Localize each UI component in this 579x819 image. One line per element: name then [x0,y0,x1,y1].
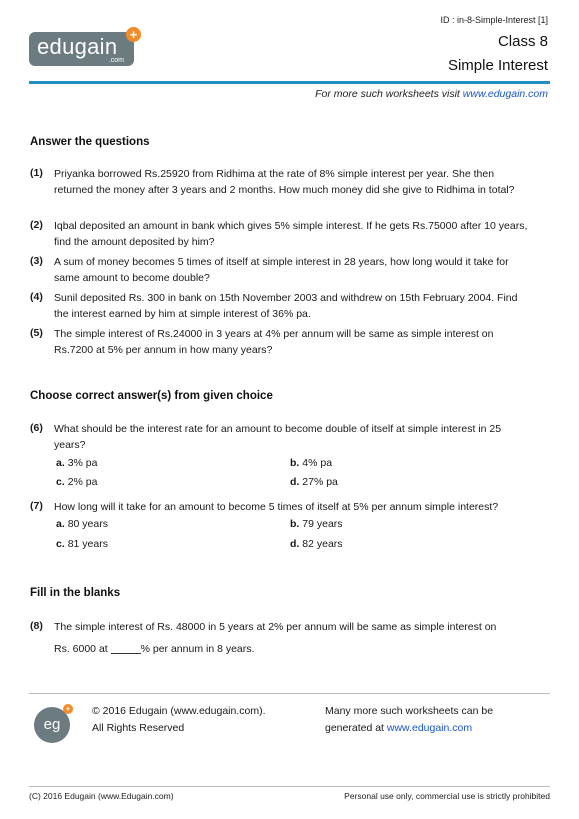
logo-com: .com [108,57,124,64]
answer-blank[interactable] [111,641,141,654]
question-text: Priyanka borrowed Rs.25920 from Ridhima at the rate of 8% simple interest per year. She then returned the money after 3 years and 2 months. How much money did she give to Ridhima in total? [54,168,515,196]
option-b[interactable]: b. 4% pa [290,457,333,469]
visit-line [315,88,548,100]
footer-divider [29,693,550,694]
question-text: The simple interest of Rs.24000 in 3 years at 4% per annum will be same as simple interest on Rs.7200 at 5% per annum in how many years? [54,328,494,356]
question-number: (6) [30,422,43,434]
usage-notice: Personal use only, commercial use is strictly prohibited [344,791,550,801]
edugain-link[interactable]: www.edugain.com [386,722,473,734]
option-c[interactable]: c. 81 years [56,538,108,550]
option-d[interactable]: d. 27% pa [290,476,338,488]
bottom-copyright: (C) 2016 Edugain (www.Edugain.com) [29,791,174,801]
plus-icon: + [63,704,73,714]
question-number: (2) [30,219,43,231]
worksheet-id: ID : in-8-Simple-Interest [1] [440,15,548,25]
class-label: Class 8 [497,33,548,50]
question-number: (5) [30,327,43,339]
logo-text: edugain [37,34,118,59]
eg-text: eg [43,716,61,733]
question-text: How long will it take for an amount to become 5 times of itself at 5% per annum simple interest? [54,501,499,513]
question-number: (7) [30,500,43,512]
copyright-line: © 2016 Edugain (www.edugain.com). [92,705,266,717]
topic-title: Simple Interest [447,57,548,74]
more-line: Many more such worksheets can be [325,705,494,717]
option-a[interactable]: a. 80 years [56,518,108,530]
question-text: Sunil deposited Rs. 300 in bank on 15th November 2003 and withdrew on 15th February 2004. Find the interest earned by him at simple interest of 36% pa. [54,292,518,320]
edugain-logo [29,27,138,66]
question-number: (4) [30,291,43,303]
question-number: (3) [30,255,43,267]
edugain-eg-logo [34,704,71,743]
more-worksheets-block [325,703,493,737]
rights-line: All Rights Reserved [92,722,185,734]
option-d[interactable]: d. 82 years [290,538,343,550]
visit-prefix: For more such worksheets visit [315,88,463,100]
section-title-choose: Choose correct answer(s) from given choice [30,390,273,402]
question-text: The simple interest of Rs. 48000 in 5 years at 2% per annum will be same as simple interest on [54,621,497,633]
question-text: What should be the interest rate for an amount to become double of itself at simple interest in 25 years? [54,423,502,451]
bottom-divider [29,786,550,787]
question-text: Iqbal deposited an amount in bank which gives 5% simple interest. If he gets Rs.75000 after 10 years, find the amount deposited by him? [54,220,528,248]
option-b[interactable]: b. 79 years [290,518,343,530]
question-number: (1) [30,167,43,179]
question-text-line2: Rs. 6000 at % per annum in 8 years. [54,643,255,655]
section-title-fill: Fill in the blanks [30,587,121,599]
copyright-block [92,703,266,737]
header-divider [29,81,550,84]
question-text: A sum of money becomes 5 times of itself at simple interest in 28 years, how long would it take for same amount to become double? [54,256,509,284]
option-a[interactable]: a. 3% pa [56,457,98,469]
visit-link[interactable]: www.edugain.com [462,88,548,100]
question-number: (8) [30,620,43,632]
plus-icon: + [126,27,141,42]
section-title-answer: Answer the questions [30,136,150,148]
generated-line: generated at www.edugain.com [325,722,473,734]
option-c[interactable]: c. 2% pa [56,476,98,488]
